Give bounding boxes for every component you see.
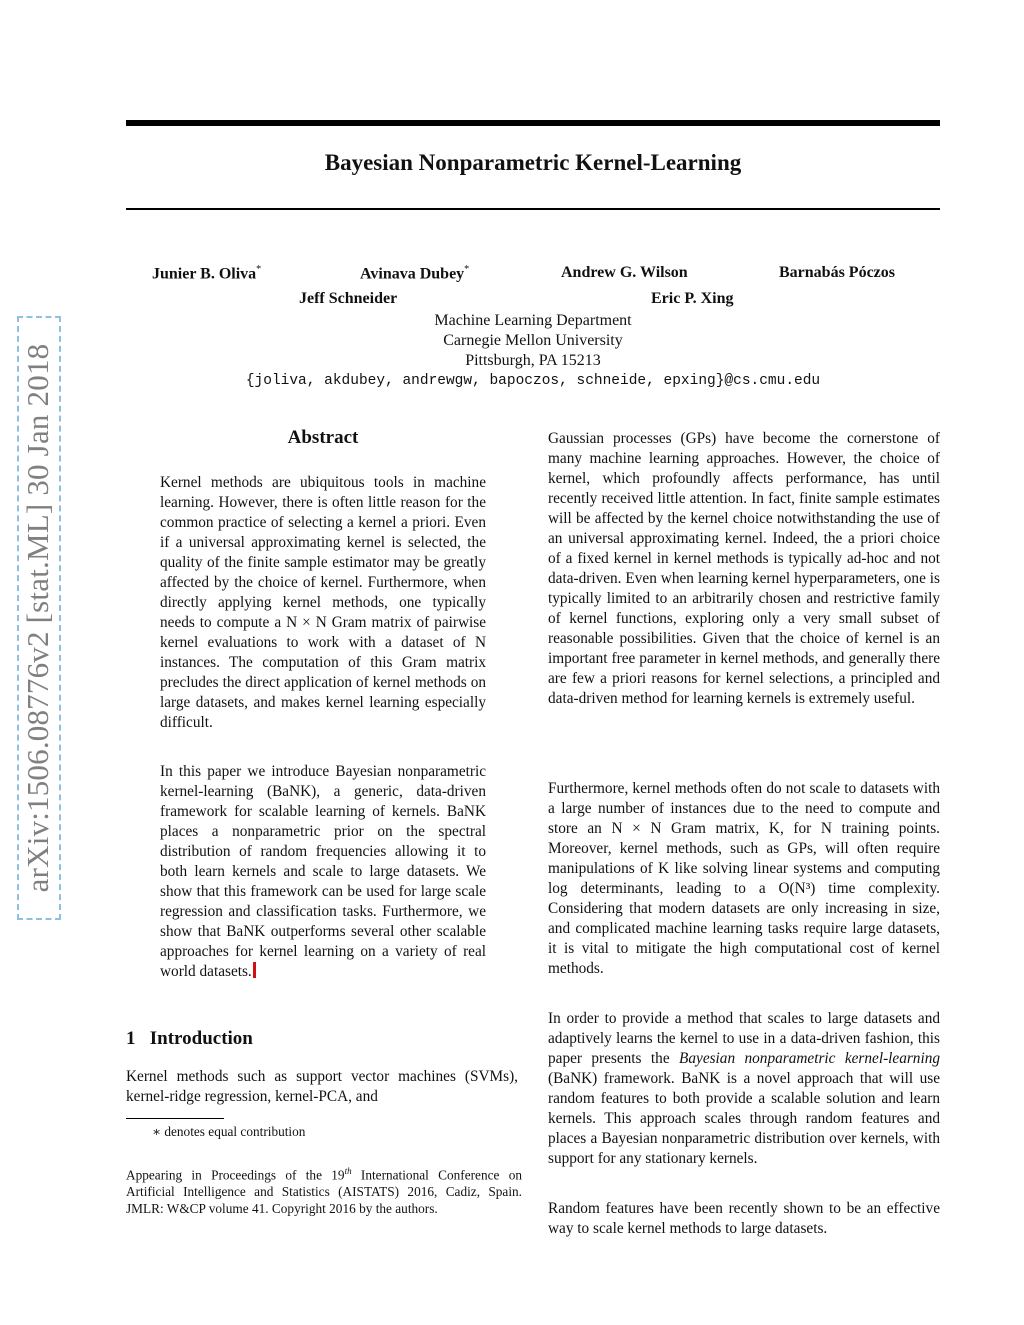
abstract-paragraph-1 xyxy=(160,473,486,733)
right-paragraph-4 xyxy=(548,1199,940,1239)
author-xing: Eric P. Xing xyxy=(651,290,734,307)
author-wilson: Andrew G. Wilson xyxy=(561,264,688,281)
abstract-heading: Abstract xyxy=(287,427,359,448)
right-p2-text: Furthermore, kernel methods often do not scale to datasets with a large number of instances due to the need to compute and store an N × N Gram matrix, K, for N training points. Moreover, kernel methods, such as GPs, will often require manipulations of K like solving linear systems and computing log determinants, leading to a O(N³) time complexity. Considering that modern datasets are only increasing in size, and complicated machine learning tasks require large datasets, it is vital to mitigate the high computational cost of kernel methods. xyxy=(548,780,940,977)
intro-paragraph-1 xyxy=(126,1067,518,1107)
intro-section-number: 1 xyxy=(126,1028,136,1049)
abstract-p1-text: Kernel methods are ubiquitous tools in machine learning. However, there is often little reason for the common practice of selecting a kernel a priori. Even if a universal approximating kernel is selected, the quality of the finite sample estimator may be greatly affected by the choice of kernel. Furthermore, when directly applying kernel methods, one typically needs to compute a N × N Gram matrix of pairwise kernel evaluations to work with a dataset of N instances. The computation of this Gram matrix precludes the direct application of kernel methods on large datasets, and makes kernel learning especially difficult. xyxy=(160,474,486,731)
right-paragraph-1 xyxy=(548,429,940,709)
paper-title: Bayesian Nonparametric Kernel-Learning xyxy=(324,150,742,175)
right-p1-text: Gaussian processes (GPs) have become the cornerstone of many machine learning approaches. However, the choice of kernel, which profoundly affects performance, has until recently received little attention. In fact, finite sample estimates will be affected by the kernel choice notwithstanding the use of an universal approximating kernel. Indeed, the a priori choice of a fixed kernel in kernel methods is typically ad-hoc and not data-driven. Even when learning kernel hyperparameters, one is typically limited to an arbitrarily chosen and restrictive family of kernel functions, exploring only a very small subset of reasonable possibilities. Given that the choice of kernel is an important free parameter in kernel methods, and generally there are few a priori reasons for kernel selections, a principled and data-driven method for learning kernels is extremely useful. xyxy=(548,430,940,707)
arxiv-stamp-text[interactable]: arXiv:1506.08776v2 [stat.ML] 30 Jan 2018 xyxy=(20,343,55,893)
right-paragraph-2 xyxy=(548,779,940,979)
text-cursor-marker xyxy=(253,962,256,978)
footnote-proceedings: Appearing in Proceedings of the 19th International Conference on Artificial Intelligence and Statistics (AISTATS) 2016, Cadiz, Spain. JMLR: W&CP volume 41. Copyright 2016 by the authors. xyxy=(126,1166,522,1217)
affiliation-university: Carnegie Mellon University xyxy=(443,332,623,349)
author-dubey: Avinava Dubey* xyxy=(360,264,470,283)
title-bottom-rule xyxy=(126,208,940,210)
right-p4-text: Random features have been recently shown to be an effective way to scale kernel methods to large datasets. xyxy=(548,1200,940,1237)
intro-section-title: Introduction xyxy=(149,1028,253,1049)
author-emails: {joliva, akdubey, andrewgw, bapoczos, schneide, epxing}@cs.cmu.edu xyxy=(245,373,821,389)
footnote-equal-contribution: ∗ denotes equal contribution xyxy=(152,1124,306,1139)
abstract-p2-text: In this paper we introduce Bayesian nonparametric kernel-learning (BaNK), a generic, data-driven framework for scalable learning of kernels. BaNK places a nonparametric prior on the spectral distribution of random frequencies allowing it to both learn kernels and scale to large datasets. We show that this framework can be used for large scale regression and classification tasks. Furthermore, we show that BaNK outperforms several other scalable approaches for kernel learning on a variety of real world datasets. xyxy=(160,763,486,980)
abstract-paragraph-2 xyxy=(160,762,486,982)
author-oliva: Junier B. Oliva* xyxy=(152,264,262,283)
arxiv-stamp[interactable] xyxy=(18,318,58,918)
title-top-rule xyxy=(126,120,940,126)
bank-emphasis: Bayesian nonparametric kernel-learning xyxy=(679,1050,940,1067)
author-poczos: Barnabás Póczos xyxy=(779,264,895,281)
intro-p1-text: Kernel methods such as support vector machines (SVMs), kernel-ridge regression, kernel-PCA, and xyxy=(126,1068,518,1105)
affiliation-address: Pittsburgh, PA 15213 xyxy=(465,352,601,369)
footnote-rule xyxy=(126,1118,224,1119)
affiliation-department: Machine Learning Department xyxy=(434,312,632,329)
intro-heading xyxy=(126,1028,253,1050)
right-paragraph-3: In order to provide a method that scales to large datasets and adaptively learns the kernel to use in a data-driven fashion, this paper presents the Bayesian nonparametric kernel-learning (BaNK) framework. BaNK is a novel approach that will use random features to both provide a scalable solution and learn kernels. This approach scales through random features and places a Bayesian nonparametric distribution over kernels, with support for any stationary kernels. xyxy=(548,1010,940,1167)
author-schneider: Jeff Schneider xyxy=(299,290,398,307)
